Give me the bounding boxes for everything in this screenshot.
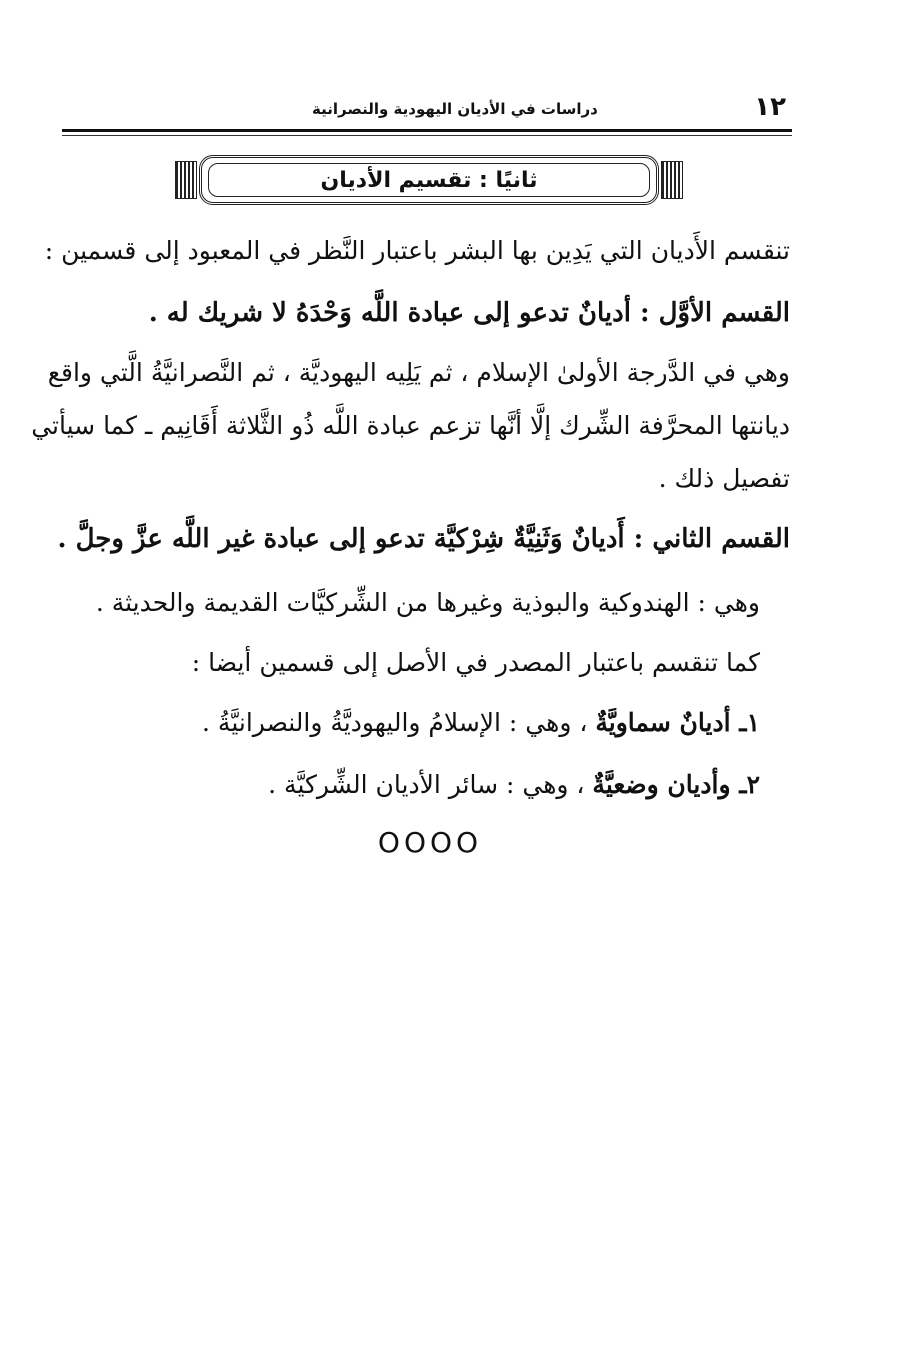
frame-ornament-left [175, 161, 197, 199]
page-number: ١٢ [754, 92, 786, 122]
page-header [62, 92, 792, 128]
list-item-1-text: ، وهي : الإسلامُ واليهوديَّةُ والنصرانيَّةُ . [202, 708, 596, 737]
first-desc-line-3: تفصيل ذلك . [658, 464, 790, 493]
section-title-frame [175, 155, 683, 205]
frame-inner [208, 163, 650, 197]
header-rule [62, 129, 792, 132]
second-desc-line: وهي : الهندوكية والبوذية وغيرها من الشِّركيَّات القديمة والحديثة . [95, 588, 760, 617]
first-section-heading: القسم الأوَّل : أديانٌ تدعو إلى عبادة اللَّه وَحْدَهُ لا شريك له . [148, 298, 790, 328]
list-item-1 [202, 703, 760, 743]
section-title: ثانيًا : تقسيم الأديان [320, 167, 538, 193]
list-item-2-label: ٢ـ وأديان وضعيَّةٌ [592, 770, 760, 799]
end-mark: OOOO [377, 826, 483, 859]
source-intro-line: كما تنقسم باعتبار المصدر في الأصل إلى قسمين أيضا : [191, 648, 760, 677]
intro-line: تنقسم الأَديان التي يَدِين بها البشر باعتبار النَّظر في المعبود إلى قسمين : [44, 236, 790, 265]
first-desc-line-2: ديانتها المحرَّفة الشِّرك إلَّا أنَّها تزعم عبادة اللَّه ذُو الثَّلاثة أَقَانِيم ـ كما سيأتي [31, 411, 790, 440]
first-desc-line-1: وهي في الدَّرجة الأولىٰ الإسلام ، ثم يَلِيه اليهوديَّة ، ثم النَّصرانيَّةُ الَّتي واقع [47, 358, 790, 387]
list-item-2-text: ، وهي : سائر الأديان الشِّركيَّة . [268, 770, 593, 799]
second-section-heading: القسم الثاني : أَديانٌ وَثَنِيَّةٌ شِرْكيَّة تدعو إلى عبادة غير اللَّه عزَّ وجلَّ . [57, 524, 790, 554]
header-rule-thin [62, 135, 792, 136]
frame-ornament-right [661, 161, 683, 199]
list-item-1-label: ١ـ أديانٌ سماويَّةٌ [595, 708, 760, 737]
list-item-2 [268, 765, 760, 805]
running-title: دراسات في الأديان اليهودية والنصرانية [312, 100, 598, 118]
frame-box [199, 155, 659, 205]
